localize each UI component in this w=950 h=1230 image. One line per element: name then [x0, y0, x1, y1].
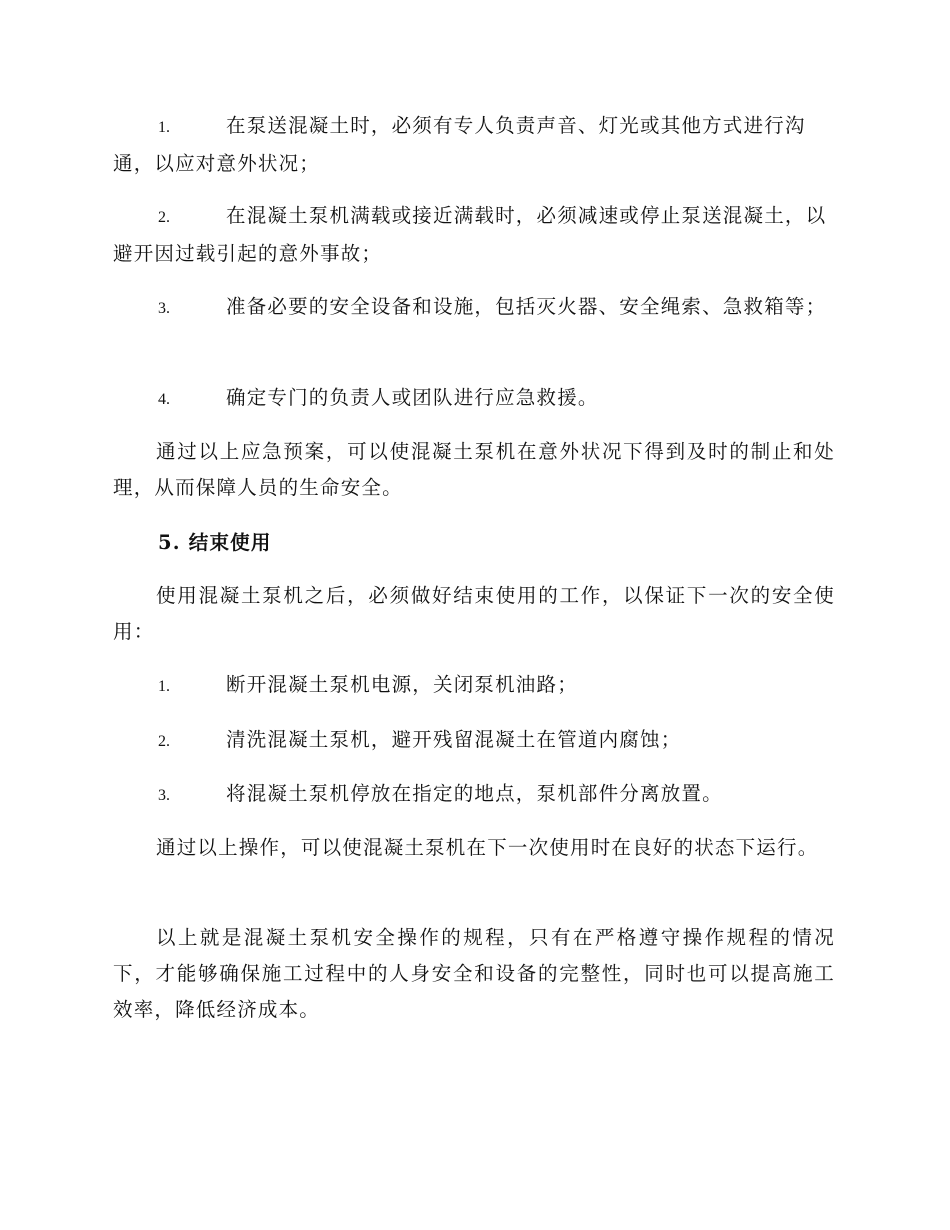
list-number: 1. [158, 119, 170, 136]
paragraph-conclusion: 以上就是混凝土泵机安全操作的规程，只有在严格遵守操作规程的情况下，才能够确保施工过程中的人身安全和设备的完整性，同时也可以提高施工效率，降低经济成本。 [113, 926, 835, 1021]
list-text: 将混凝土泵机停放在指定的地点，泵机部件分离放置。 [226, 782, 723, 805]
list-number: 1. [158, 678, 170, 695]
list-item [113, 289, 835, 327]
list-number: 4. [158, 391, 170, 408]
list-item [113, 776, 835, 814]
list-number: 3. [158, 787, 170, 804]
list-item [113, 380, 835, 418]
list-number: 3. [158, 300, 170, 317]
list-text: 确定专门的负责人或团队进行应急救援。 [226, 386, 599, 409]
list-text: 清洗混凝土泵机，避开残留混凝土在管道内腐蚀； [226, 728, 682, 751]
section-heading: 5. 结束使用 [158, 531, 272, 554]
list-item [113, 722, 835, 760]
list-item [113, 667, 835, 705]
list-number: 2. [158, 209, 170, 226]
list-item [113, 198, 835, 272]
list-item [113, 108, 835, 182]
paragraph-end-of-use-intro: 使用混凝土泵机之后，必须做好结束使用的工作，以保证下一次的安全使用： [113, 584, 835, 643]
list-text: 断开混凝土泵机电源，关闭泵机油路； [226, 673, 578, 696]
paragraph-operation-summary: 通过以上操作，可以使混凝土泵机在下一次使用时在良好的状态下运行。 [156, 836, 819, 859]
list-text: 准备必要的安全设备和设施，包括灭火器、安全绳索、急救箱等； [226, 295, 827, 318]
list-text: 在泵送混凝土时，必须有专人负责声音、灯光或其他方式进行沟通，以应对意外状况； [113, 114, 806, 175]
list-number: 2. [158, 733, 170, 750]
paragraph-emergency-summary: 通过以上应急预案，可以使混凝土泵机在意外状况下得到及时的制止和处理，从而保障人员的生命安全。 [113, 440, 835, 499]
list-text: 在混凝土泵机满载或接近满载时，必须减速或停止泵送混凝土，以避开因过载引起的意外事故； [113, 204, 827, 265]
